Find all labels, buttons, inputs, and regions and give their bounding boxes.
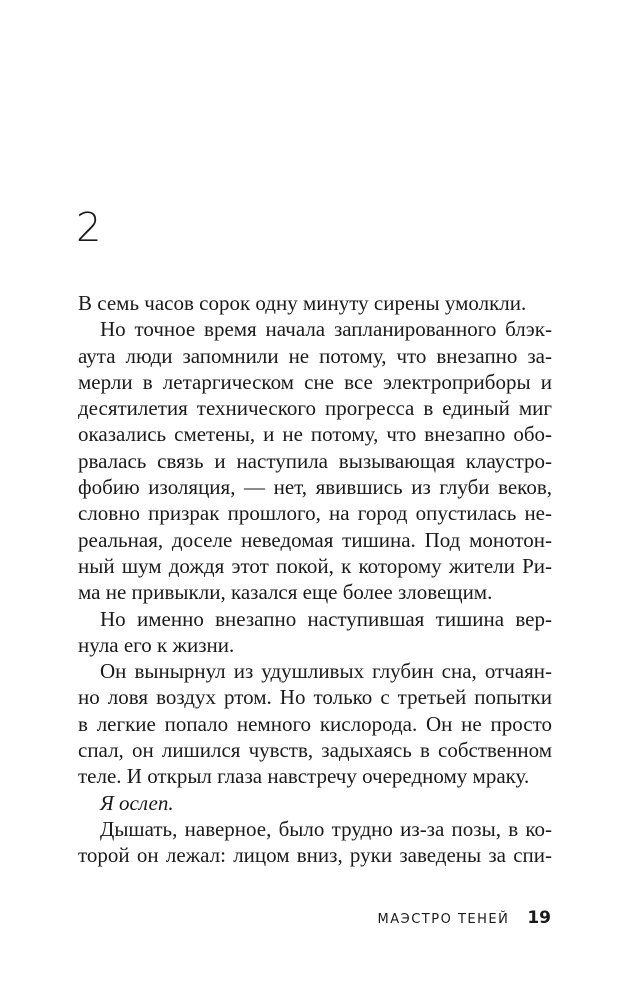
text-line: торой он лежал: лицом вниз, руки заведены за спи-: [78, 843, 552, 868]
page-number: 19: [527, 908, 551, 928]
text-line: нула его к жизни.: [78, 632, 235, 657]
text-line: Он вынырнул из удушливых глубин сна, отчаян-: [100, 659, 552, 684]
text-line: мерли в летаргическом сне все электроприборы и: [78, 369, 552, 394]
text-line: в легкие попало немного кислорода. Он не просто: [78, 711, 552, 736]
running-title: МАЭСТРО ТЕНЕЙ: [377, 912, 510, 927]
text-line: теле. И открыл глаза навстречу очередному мраку.: [78, 764, 530, 789]
text-line: Но точное время начала запланированного блэк-: [100, 317, 552, 342]
text-line: Но именно внезапно наступившая тишина вер-: [100, 606, 552, 631]
text-line: словно призрак прошлого, на город опустилась не-: [78, 501, 552, 526]
text-line: спал, он лишился чувств, задыхаясь в собственном: [78, 738, 552, 763]
text-line: десятилетия технического прогресса в единый миг: [78, 396, 552, 421]
text-line: ма не привыкли, казался еще более зловещим.: [78, 580, 493, 605]
chapter-number: 2: [76, 205, 103, 251]
text-line: Дышать, наверное, было трудно из-за позы, в ко-: [100, 816, 552, 841]
body-text: [78, 290, 552, 869]
text-line: ный шум дождя этот покой, к которому жители Ри-: [78, 553, 552, 578]
page-footer: [378, 908, 551, 928]
text-line: фобию изоляция, — нет, явившись из глуби веков,: [78, 475, 552, 500]
text-line: реальная, доселе неведомая тишина. Под монотон-: [78, 527, 552, 552]
text-line: рвалась связь и наступила вызывающая клаустро-: [78, 448, 552, 473]
text-line: аута люди запомнили не потому, что внезапно за-: [78, 343, 552, 368]
text-line: но ловя воздух ртом. Но только с третьей попытки: [78, 685, 552, 710]
text-line: оказались сметены, и не потому, что внезапно обо-: [78, 422, 552, 447]
text-line: В семь часов сорок одну минуту сирены умолкли.: [78, 291, 527, 315]
text-line-italic: Я ослеп.: [100, 790, 174, 815]
